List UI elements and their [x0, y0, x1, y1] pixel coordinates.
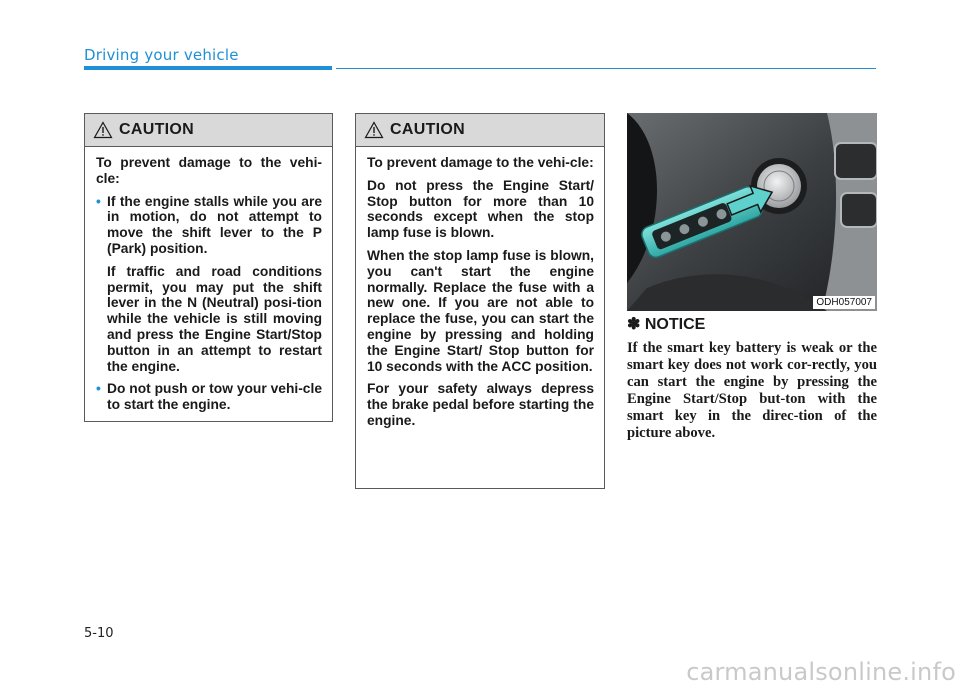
- caution-title: CAUTION: [119, 121, 194, 138]
- list-item: [96, 381, 322, 413]
- caution-list: [96, 194, 322, 413]
- caution-body: [356, 147, 604, 429]
- caution-intro: To prevent damage to the vehi-cle:: [367, 155, 594, 170]
- caution-box-middle: [355, 113, 605, 489]
- caution-header: [85, 114, 332, 147]
- bullet-icon: •: [96, 193, 101, 209]
- watermark: carmanualsonline.info: [686, 658, 956, 686]
- warning-triangle-icon: [93, 121, 113, 139]
- caution-intro: To prevent damage to the vehi-cle:: [96, 155, 322, 186]
- section-title: Driving your vehicle: [84, 46, 239, 64]
- caution-body: [85, 147, 332, 413]
- smart-key-photo: [627, 113, 877, 311]
- bullet-text: Do not push or tow your vehi-cle to start the engine.: [107, 381, 322, 413]
- notice-title: ✽ NOTICE: [627, 316, 706, 333]
- header-rule-thick: [84, 66, 332, 70]
- caution-header: [356, 114, 604, 147]
- bullet-subtext: If traffic and road conditions permit, you may put the shift lever in the N (Neutral) posi-tion while the vehicle is still moving and press the Engine Start/Stop button in an attempt to restart the engine.: [107, 263, 322, 374]
- caution-box-left: [84, 113, 333, 422]
- warning-triangle-icon: [364, 121, 384, 139]
- list-item: [96, 194, 322, 375]
- bullet-text: If the engine stalls while you are in motion, do not attempt to move the shift lever to the P (Park) position.: [107, 193, 322, 256]
- caution-paragraph: When the stop lamp fuse is blown, you can't start the engine normally. Replace the fuse with a new one. If you are not able to replace the fuse, you can start the engine by pressing and holding the Engine Start/ Stop button for 10 seconds with the ACC position.: [367, 247, 594, 374]
- header-rule-thin: [336, 68, 876, 69]
- bullet-icon: •: [96, 381, 101, 397]
- notice-text: If the smart key battery is weak or the smart key does not work cor-rectly, you can start the engine by pressing the Engine Start/Stop but-ton with the smart key in the direc-tion of the picture above.: [627, 340, 877, 441]
- smart-key-illustration: [627, 113, 877, 311]
- caution-title: CAUTION: [390, 121, 465, 138]
- caution-paragraph: For your safety always depress the brake pedal before starting the engine.: [367, 381, 594, 428]
- caution-paragraph: Do not press the Engine Start/ Stop button for more than 10 seconds except when the stop lamp fuse is blown.: [367, 177, 594, 241]
- figure-code: ODH057007: [813, 296, 875, 309]
- page-number: 5-10: [84, 626, 114, 641]
